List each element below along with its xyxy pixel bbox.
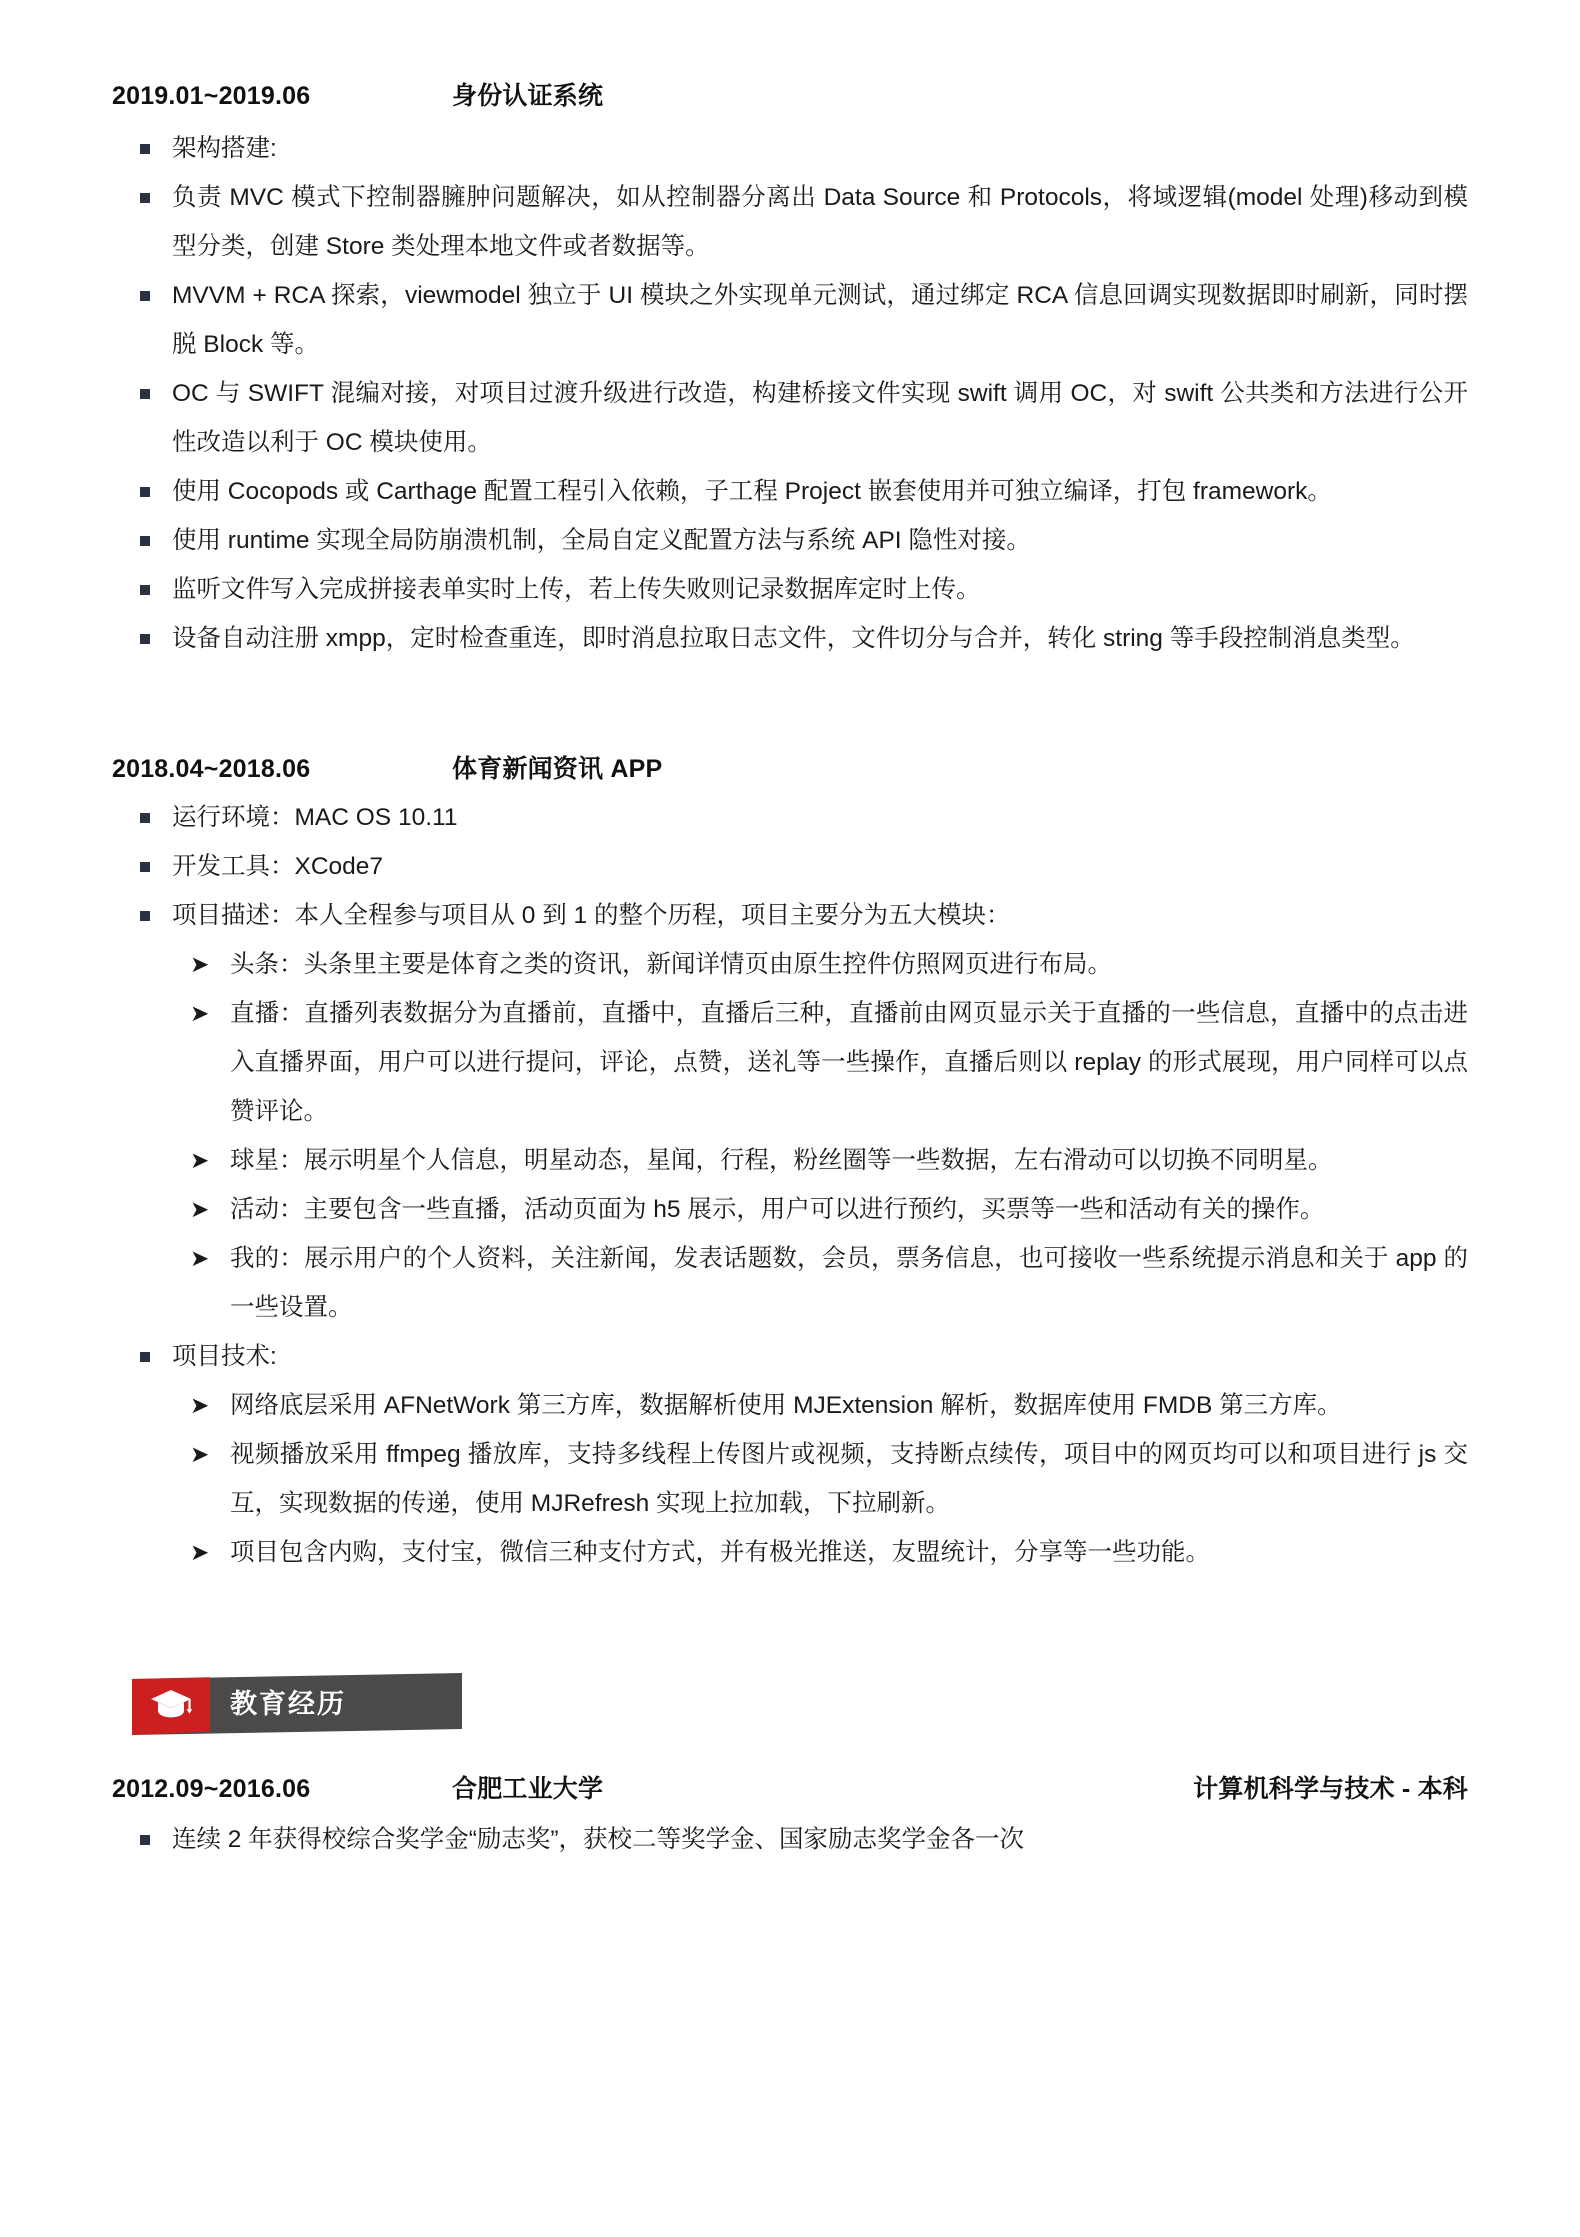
education-date: 2012.09~2016.06 — [112, 1775, 311, 1803]
list-item-text: 活动：主要包含一些直播，活动页面为 h5 展示，用户可以进行预约，买票等一些和活动有关的操作。 — [230, 1196, 1325, 1223]
list-item-text: 运行环境：MAC OS 10.11 — [172, 804, 458, 831]
project-2-header — [112, 749, 1468, 785]
arrow-bullet-icon: ➤ — [190, 1245, 210, 1271]
education-section-title: 教育经历 — [230, 1689, 346, 1719]
list-item-text: 项目包含内购，支付宝，微信三种支付方式，并有极光推送，友盟统计，分享等一些功能。 — [230, 1539, 1210, 1566]
list-item-text: 设备自动注册 xmpp，定时检查重连，即时消息拉取日志文件，文件切分与合并，转化 string 等手段控制消息类型。 — [172, 625, 1415, 652]
education-bullet-list — [112, 1815, 1468, 1864]
list-item — [172, 1234, 1468, 1332]
square-bullet-icon — [140, 291, 150, 301]
list-item-text: 连续 2 年获得校综合奖学金“励志奖”，获校二等奖学金、国家励志奖学金各一次 — [172, 1826, 1025, 1853]
arrow-bullet-icon: ➤ — [190, 1441, 210, 1467]
arrow-bullet-icon: ➤ — [190, 1000, 210, 1026]
list-item — [112, 124, 1468, 173]
list-item — [172, 940, 1468, 989]
list-item — [172, 1136, 1468, 1185]
square-bullet-icon — [140, 911, 150, 921]
list-item-text: 直播：直播列表数据分为直播前，直播中，直播后三种，直播前由网页显示关于直播的一些信息，直播中的点击进入直播界面，用户可以进行提问，评论，点赞，送礼等一些操作，直播后则以 replay 的形式展现，用户同样可以点赞评论。 — [230, 1000, 1468, 1125]
list-item — [112, 1815, 1468, 1864]
project-1-date: 2019.01~2019.06 — [112, 82, 311, 110]
list-item-text: 项目技术: — [172, 1343, 277, 1370]
arrow-bullet-icon: ➤ — [190, 1196, 210, 1222]
square-bullet-icon — [140, 487, 150, 497]
list-item-text: 视频播放采用 ffmpeg 播放库，支持多线程上传图片或视频，支持断点续传，项目中的网页均可以和项目进行 js 交互，实现数据的传递，使用 MJRefresh 实现上拉加载，下拉刷新。 — [230, 1441, 1468, 1517]
arrow-bullet-icon: ➤ — [190, 951, 210, 977]
list-item — [112, 1332, 1468, 1577]
list-item-text: 头条：头条里主要是体育之类的资讯，新闻详情页由原生控件仿照网页进行布局。 — [230, 951, 1112, 978]
list-item-text: MVVM + RCA 探索，viewmodel 独立于 UI 模块之外实现单元测试，通过绑定 RCA 信息回调实现数据即时刷新，同时摆脱 Block 等。 — [172, 282, 1468, 358]
list-item — [172, 1430, 1468, 1528]
list-item-text: 使用 runtime 实现全局防崩溃机制，全局自定义配置方法与系统 API 隐性对接。 — [172, 527, 1031, 554]
list-item — [112, 271, 1468, 369]
arrow-bullet-icon: ➤ — [190, 1147, 210, 1173]
list-item-text: 监听文件写入完成拼接表单实时上传，若上传失败则记录数据库定时上传。 — [172, 576, 981, 603]
list-item-text: 开发工具：XCode7 — [172, 853, 384, 880]
square-bullet-icon — [140, 144, 150, 154]
project-2-tech-sublist — [172, 1381, 1468, 1577]
square-bullet-icon — [140, 862, 150, 872]
list-item-text: 项目描述：本人全程参与项目从 0 到 1 的整个历程，项目主要分为五大模块： — [172, 902, 1011, 929]
arrow-bullet-icon: ➤ — [190, 1392, 210, 1418]
arrow-bullet-icon: ➤ — [190, 1539, 210, 1565]
list-item — [112, 891, 1468, 1332]
education-major: 计算机科学与技术 - 本科 — [1193, 1775, 1468, 1803]
education-school: 合肥工业大学 — [452, 1775, 604, 1803]
list-item-text: 使用 Cocopods 或 Carthage 配置工程引入依赖，子工程 Project 嵌套使用并可独立编译，打包 framework。 — [172, 478, 1332, 505]
square-bullet-icon — [140, 813, 150, 823]
project-1-title: 身份认证系统 — [452, 82, 604, 110]
project-2-title: 体育新闻资讯 APP — [452, 755, 663, 783]
project-2-date: 2018.04~2018.06 — [112, 755, 311, 783]
list-item-text: 负责 MVC 模式下控制器臃肿问题解决，如从控制器分离出 Data Source 和 Protocols，将域逻辑(model 处理)移动到模型分类，创建 Store 类处理本地文件或者数据等。 — [172, 184, 1468, 260]
list-item — [112, 369, 1468, 467]
list-item — [172, 1381, 1468, 1430]
graduation-cap-icon — [132, 1673, 210, 1735]
education-entry-header — [112, 1769, 1468, 1805]
project-1-header — [112, 76, 1468, 112]
list-item-text: 我的：展示用户的个人资料，关注新闻，发表话题数，会员，票务信息，也可接收一些系统提示消息和关于 app 的一些设置。 — [230, 1245, 1468, 1321]
list-item-text: 架构搭建: — [172, 135, 277, 162]
list-item — [112, 516, 1468, 565]
square-bullet-icon — [140, 536, 150, 546]
square-bullet-icon — [140, 389, 150, 399]
list-item — [172, 1185, 1468, 1234]
square-bullet-icon — [140, 585, 150, 595]
list-item-text: 网络底层采用 AFNetWork 第三方库，数据解析使用 MJExtension 解析，数据库使用 FMDB 第三方库。 — [230, 1392, 1342, 1419]
project-2-description-sublist — [172, 940, 1468, 1332]
square-bullet-icon — [140, 1835, 150, 1845]
list-item — [112, 173, 1468, 271]
list-item-text: OC 与 SWIFT 混编对接，对项目过渡升级进行改造，构建桥接文件实现 swift 调用 OC，对 swift 公共类和方法进行公开性改造以利于 OC 模块使用。 — [172, 380, 1468, 456]
list-item — [112, 842, 1468, 891]
list-item — [112, 565, 1468, 614]
education-section-banner — [132, 1673, 462, 1735]
list-item — [172, 989, 1468, 1136]
list-item — [112, 614, 1468, 663]
project-2-bullet-list — [112, 793, 1468, 1577]
list-item — [112, 467, 1468, 516]
project-1-bullet-list — [112, 124, 1468, 663]
square-bullet-icon — [140, 193, 150, 203]
square-bullet-icon — [140, 634, 150, 644]
square-bullet-icon — [140, 1352, 150, 1362]
list-item-text: 球星：展示明星个人信息，明星动态，星闻，行程，粉丝圈等一些数据，左右滑动可以切换不同明星。 — [230, 1147, 1333, 1174]
list-item — [112, 793, 1468, 842]
list-item — [172, 1528, 1468, 1577]
